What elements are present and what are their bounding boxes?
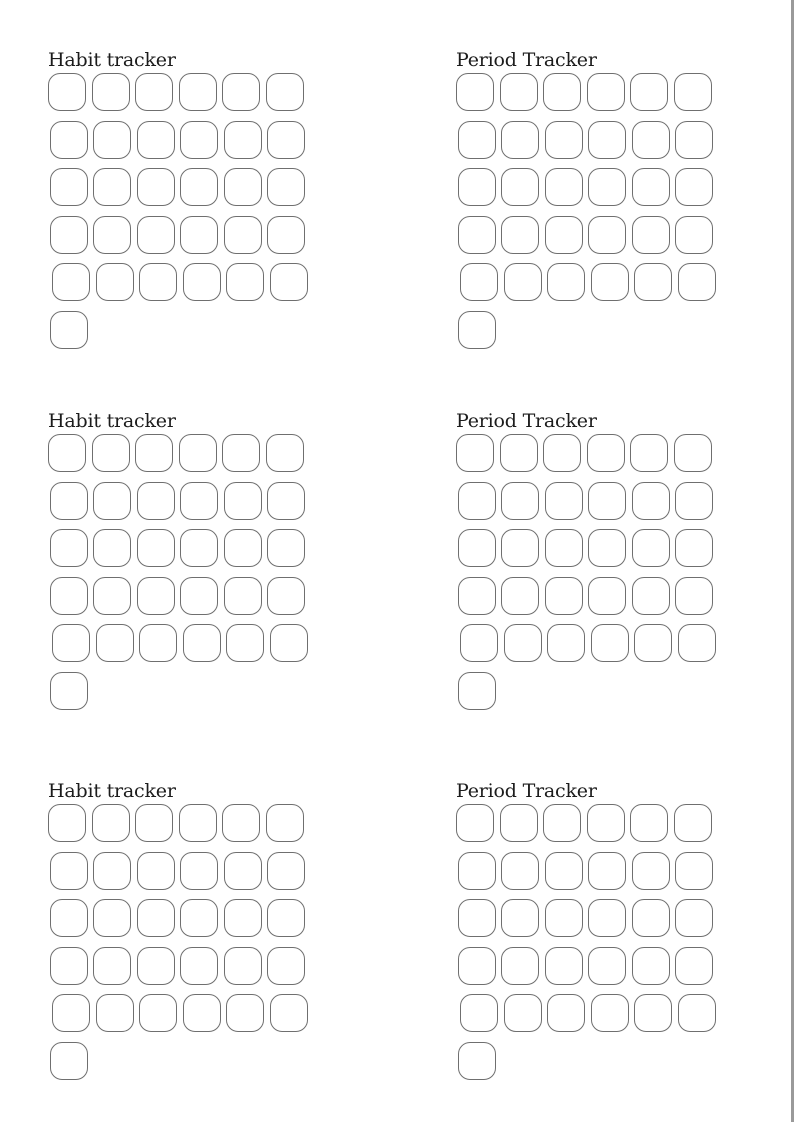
day-checkbox[interactable] (588, 947, 626, 985)
day-checkbox[interactable] (632, 899, 670, 937)
day-checkbox[interactable] (96, 624, 134, 662)
day-checkbox[interactable] (50, 672, 88, 710)
day-checkbox[interactable] (267, 168, 305, 206)
day-checkbox[interactable] (458, 216, 496, 254)
day-checkbox[interactable] (180, 216, 218, 254)
day-checkbox[interactable] (591, 624, 629, 662)
day-checkbox[interactable] (458, 121, 496, 159)
day-checkbox[interactable] (267, 216, 305, 254)
day-checkbox[interactable] (587, 434, 625, 472)
day-checkbox[interactable] (270, 624, 308, 662)
day-checkbox[interactable] (267, 482, 305, 520)
day-checkbox[interactable] (93, 121, 131, 159)
day-checkbox[interactable] (678, 263, 716, 301)
day-checkbox[interactable] (458, 852, 496, 890)
day-checkbox[interactable] (587, 73, 625, 111)
day-checkbox[interactable] (93, 852, 131, 890)
day-checkbox[interactable] (93, 168, 131, 206)
day-checkbox[interactable] (458, 899, 496, 937)
day-checkbox[interactable] (226, 263, 264, 301)
day-checkbox[interactable] (48, 73, 86, 111)
day-checkbox[interactable] (50, 168, 88, 206)
day-checkbox[interactable] (267, 529, 305, 567)
day-checkbox[interactable] (137, 482, 175, 520)
day-cell-grid (48, 780, 348, 1100)
day-checkbox[interactable] (588, 899, 626, 937)
day-checkbox[interactable] (630, 804, 668, 842)
day-checkbox[interactable] (501, 168, 539, 206)
day-checkbox[interactable] (50, 216, 88, 254)
tracker-title: Period Tracker (456, 410, 597, 432)
day-checkbox[interactable] (632, 168, 670, 206)
day-checkbox[interactable] (588, 852, 626, 890)
day-checkbox[interactable] (224, 529, 262, 567)
day-checkbox[interactable] (93, 577, 131, 615)
day-checkbox[interactable] (52, 263, 90, 301)
day-checkbox[interactable] (224, 168, 262, 206)
day-checkbox[interactable] (222, 73, 260, 111)
day-checkbox[interactable] (591, 994, 629, 1032)
day-checkbox[interactable] (674, 804, 712, 842)
day-checkbox[interactable] (501, 121, 539, 159)
day-checkbox[interactable] (222, 804, 260, 842)
day-checkbox[interactable] (632, 577, 670, 615)
day-checkbox[interactable] (456, 73, 494, 111)
day-checkbox[interactable] (458, 577, 496, 615)
day-checkbox[interactable] (675, 168, 713, 206)
day-checkbox[interactable] (48, 434, 86, 472)
day-checkbox[interactable] (180, 529, 218, 567)
day-checkbox[interactable] (137, 216, 175, 254)
day-checkbox[interactable] (180, 482, 218, 520)
day-checkbox[interactable] (460, 263, 498, 301)
day-checkbox[interactable] (500, 804, 538, 842)
day-checkbox[interactable] (50, 852, 88, 890)
day-checkbox[interactable] (137, 852, 175, 890)
day-checkbox[interactable] (50, 1042, 88, 1080)
day-checkbox[interactable] (675, 947, 713, 985)
day-checkbox[interactable] (632, 947, 670, 985)
day-checkbox[interactable] (674, 434, 712, 472)
day-checkbox[interactable] (139, 263, 177, 301)
day-checkbox[interactable] (458, 672, 496, 710)
day-checkbox[interactable] (137, 899, 175, 937)
day-checkbox[interactable] (545, 121, 583, 159)
day-checkbox[interactable] (500, 73, 538, 111)
tracker-title: Habit tracker (48, 410, 176, 432)
day-checkbox[interactable] (675, 482, 713, 520)
day-checkbox[interactable] (632, 216, 670, 254)
day-checkbox[interactable] (180, 852, 218, 890)
day-checkbox[interactable] (458, 168, 496, 206)
day-checkbox[interactable] (183, 263, 221, 301)
day-checkbox[interactable] (92, 804, 130, 842)
day-checkbox[interactable] (50, 577, 88, 615)
day-checkbox[interactable] (92, 434, 130, 472)
day-checkbox[interactable] (93, 529, 131, 567)
day-checkbox[interactable] (545, 168, 583, 206)
day-checkbox[interactable] (591, 263, 629, 301)
day-checkbox[interactable] (588, 482, 626, 520)
day-checkbox[interactable] (630, 434, 668, 472)
day-checkbox[interactable] (183, 624, 221, 662)
day-checkbox[interactable] (50, 121, 88, 159)
day-checkbox[interactable] (137, 577, 175, 615)
day-checkbox[interactable] (547, 263, 585, 301)
day-checkbox[interactable] (137, 168, 175, 206)
day-checkbox[interactable] (183, 994, 221, 1032)
day-checkbox[interactable] (545, 577, 583, 615)
day-checkbox[interactable] (678, 624, 716, 662)
day-checkbox[interactable] (96, 994, 134, 1032)
day-checkbox[interactable] (179, 804, 217, 842)
day-checkbox[interactable] (456, 434, 494, 472)
day-checkbox[interactable] (224, 899, 262, 937)
day-checkbox[interactable] (267, 577, 305, 615)
day-checkbox[interactable] (632, 482, 670, 520)
day-checkbox[interactable] (139, 994, 177, 1032)
day-checkbox[interactable] (588, 168, 626, 206)
day-checkbox[interactable] (545, 852, 583, 890)
day-checkbox[interactable] (632, 529, 670, 567)
day-checkbox[interactable] (458, 529, 496, 567)
day-checkbox[interactable] (135, 73, 173, 111)
day-checkbox[interactable] (501, 529, 539, 567)
day-checkbox[interactable] (545, 899, 583, 937)
day-checkbox[interactable] (135, 804, 173, 842)
tracker-title: Period Tracker (456, 780, 597, 802)
day-checkbox[interactable] (545, 529, 583, 567)
day-checkbox[interactable] (50, 947, 88, 985)
day-checkbox[interactable] (52, 624, 90, 662)
day-checkbox[interactable] (587, 804, 625, 842)
day-checkbox[interactable] (675, 121, 713, 159)
day-checkbox[interactable] (266, 434, 304, 472)
day-checkbox[interactable] (224, 216, 262, 254)
day-checkbox[interactable] (675, 529, 713, 567)
day-cell-grid (48, 410, 348, 730)
day-checkbox[interactable] (634, 263, 672, 301)
day-checkbox[interactable] (224, 852, 262, 890)
day-checkbox[interactable] (50, 311, 88, 349)
day-checkbox[interactable] (179, 434, 217, 472)
day-checkbox[interactable] (93, 899, 131, 937)
day-checkbox[interactable] (543, 73, 581, 111)
day-checkbox[interactable] (678, 994, 716, 1032)
day-checkbox[interactable] (224, 121, 262, 159)
day-checkbox[interactable] (588, 216, 626, 254)
day-checkbox[interactable] (267, 121, 305, 159)
day-checkbox[interactable] (675, 899, 713, 937)
day-checkbox[interactable] (137, 947, 175, 985)
day-checkbox[interactable] (501, 482, 539, 520)
day-checkbox[interactable] (224, 947, 262, 985)
day-checkbox[interactable] (266, 804, 304, 842)
day-checkbox[interactable] (267, 899, 305, 937)
day-checkbox[interactable] (180, 577, 218, 615)
day-checkbox[interactable] (545, 482, 583, 520)
day-checkbox[interactable] (545, 947, 583, 985)
day-checkbox[interactable] (267, 852, 305, 890)
day-checkbox[interactable] (50, 482, 88, 520)
day-checkbox[interactable] (504, 624, 542, 662)
day-checkbox[interactable] (501, 947, 539, 985)
day-checkbox[interactable] (270, 263, 308, 301)
day-checkbox[interactable] (675, 216, 713, 254)
day-cell-grid (48, 49, 348, 369)
day-checkbox[interactable] (634, 994, 672, 1032)
tracker-title: Habit tracker (48, 780, 176, 802)
day-checkbox[interactable] (543, 804, 581, 842)
day-checkbox[interactable] (226, 994, 264, 1032)
day-checkbox[interactable] (48, 804, 86, 842)
day-checkbox[interactable] (634, 624, 672, 662)
day-checkbox[interactable] (504, 263, 542, 301)
day-checkbox[interactable] (460, 994, 498, 1032)
day-checkbox[interactable] (226, 624, 264, 662)
day-checkbox[interactable] (224, 482, 262, 520)
day-checkbox[interactable] (52, 994, 90, 1032)
day-checkbox[interactable] (93, 482, 131, 520)
day-checkbox[interactable] (137, 121, 175, 159)
day-checkbox[interactable] (501, 852, 539, 890)
day-checkbox[interactable] (139, 624, 177, 662)
tracker-title: Period Tracker (456, 49, 597, 71)
day-checkbox[interactable] (675, 577, 713, 615)
day-checkbox[interactable] (180, 947, 218, 985)
day-checkbox[interactable] (545, 216, 583, 254)
day-checkbox[interactable] (50, 529, 88, 567)
day-checkbox[interactable] (632, 121, 670, 159)
day-checkbox[interactable] (501, 899, 539, 937)
day-checkbox[interactable] (588, 121, 626, 159)
day-checkbox[interactable] (93, 216, 131, 254)
day-checkbox[interactable] (458, 482, 496, 520)
day-checkbox[interactable] (137, 529, 175, 567)
day-checkbox[interactable] (458, 947, 496, 985)
day-checkbox[interactable] (180, 168, 218, 206)
day-checkbox[interactable] (674, 73, 712, 111)
day-cell-grid (456, 49, 756, 369)
day-checkbox[interactable] (588, 529, 626, 567)
day-checkbox[interactable] (632, 852, 670, 890)
day-cell-grid (456, 410, 756, 730)
day-checkbox[interactable] (630, 73, 668, 111)
day-checkbox[interactable] (547, 624, 585, 662)
day-checkbox[interactable] (501, 577, 539, 615)
day-checkbox[interactable] (266, 73, 304, 111)
day-checkbox[interactable] (500, 434, 538, 472)
day-checkbox[interactable] (180, 899, 218, 937)
day-checkbox[interactable] (504, 994, 542, 1032)
day-checkbox[interactable] (547, 994, 585, 1032)
day-checkbox[interactable] (501, 216, 539, 254)
day-checkbox[interactable] (222, 434, 260, 472)
day-checkbox[interactable] (675, 852, 713, 890)
day-checkbox[interactable] (96, 263, 134, 301)
day-checkbox[interactable] (92, 73, 130, 111)
day-checkbox[interactable] (50, 899, 88, 937)
day-checkbox[interactable] (224, 577, 262, 615)
tracker-title: Habit tracker (48, 49, 176, 71)
day-checkbox[interactable] (460, 624, 498, 662)
day-checkbox[interactable] (135, 434, 173, 472)
day-checkbox[interactable] (588, 577, 626, 615)
day-checkbox[interactable] (93, 947, 131, 985)
day-checkbox[interactable] (179, 73, 217, 111)
day-checkbox[interactable] (270, 994, 308, 1032)
day-checkbox[interactable] (180, 121, 218, 159)
day-checkbox[interactable] (267, 947, 305, 985)
day-cell-grid (456, 780, 756, 1100)
day-checkbox[interactable] (458, 1042, 496, 1080)
day-checkbox[interactable] (456, 804, 494, 842)
day-checkbox[interactable] (543, 434, 581, 472)
day-checkbox[interactable] (458, 311, 496, 349)
